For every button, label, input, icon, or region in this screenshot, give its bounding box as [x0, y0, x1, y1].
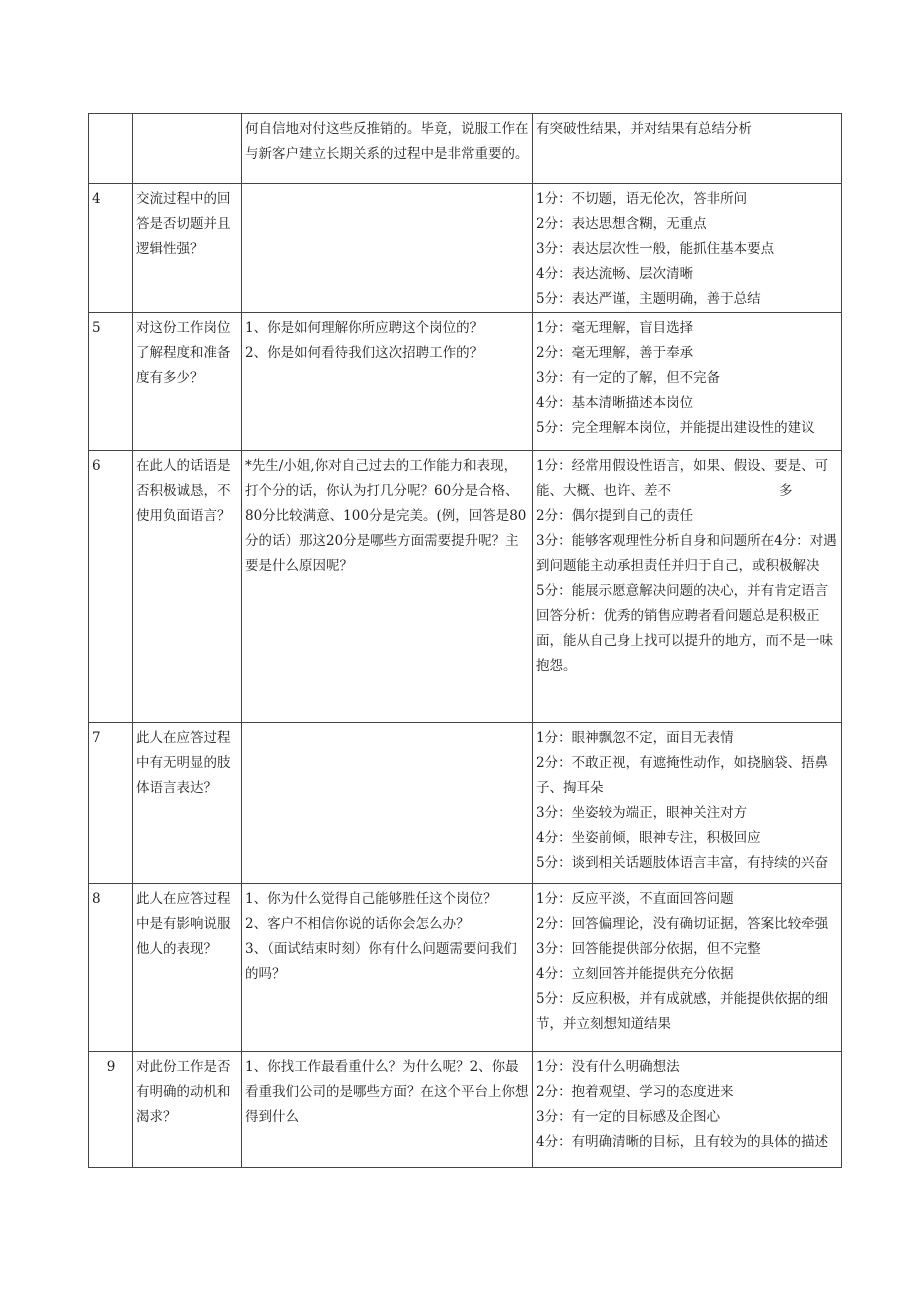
scoring-line: 5分：表达严谨，主题明确，善于总结 — [536, 291, 761, 307]
question-line: 1、你找工作最看重什么？为什么呢？2、你最看重我们公司的是哪些方面？在这个平台上你想得到什么 — [245, 1059, 529, 1125]
scoring-line: 5分：反应积极，并有成就感，并能提供依据的细节，并立刻想知道结果 — [536, 991, 829, 1032]
table-row — [89, 451, 842, 723]
question-line: 2、客户不相信你说的话你会怎么办？ — [245, 916, 470, 932]
scoring-line: 4分：坐姿前倾，眼神专注，积极回应 — [536, 830, 761, 846]
scoring-line: 5分：谈到相关话题肢体语言丰富，有持续的兴奋 — [536, 855, 829, 871]
dimension-cell: 交流过程中的回答是否切题并且逻辑性强？ — [133, 184, 242, 313]
question-cell — [242, 313, 533, 451]
scoring-line: 回答分析：优秀的销售应聘者看问题总是积极正面，能从自己身上找可以提升的地方，而不是一味抱怨。 — [536, 608, 833, 674]
question-cell — [242, 1052, 533, 1168]
scoring-line: 1分：没有什么明确想法 — [536, 1059, 680, 1075]
scoring-line: 3分：能够客观理性分析自身和问题所在4分：对遇到问题能主动承担责任并归于自己，或积极解决 — [536, 533, 837, 574]
scoring-line: 1分：经常用假设性语言，如果、假设、要是、可能、大概、也许、差不 多 — [536, 458, 829, 499]
scoring-cell — [533, 184, 842, 313]
scoring-line: 3分：有一定的了解，但不完备 — [536, 370, 721, 386]
scoring-cell — [533, 451, 842, 723]
question-cell — [242, 723, 533, 884]
table-row — [89, 313, 842, 451]
dimension-cell: 对此份工作是否有明确的动机和渴求？ — [133, 1052, 242, 1168]
scoring-line: 2分：不敢正视，有遮掩性动作，如挠脑袋、捂鼻子、掏耳朵 — [536, 755, 829, 796]
question-line: 1、你为什么觉得自己能够胜任这个岗位？ — [245, 891, 497, 907]
scoring-line: 4分：立刻回答并能提供充分依据 — [536, 966, 734, 982]
table-row — [89, 723, 842, 884]
scoring-line: 1分：毫无理解，盲目选择 — [536, 320, 694, 336]
dimension-cell: 在此人的话语是否积极诚恳，不使用负面语言？ — [133, 451, 242, 723]
number-cell: 9 — [89, 1052, 133, 1168]
number-cell — [89, 114, 133, 184]
scoring-cell — [533, 884, 842, 1052]
question-cell — [242, 184, 533, 313]
number-cell: 7 — [89, 723, 133, 884]
scoring-line: 3分：坐姿较为端正，眼神关注对方 — [536, 805, 748, 821]
scoring-line: 5分：能展示愿意解决问题的决心，并有肯定语言 — [536, 583, 829, 599]
question-cell — [242, 451, 533, 723]
scoring-line: 2分：抱着观望、学习的态度进来 — [536, 1084, 734, 1100]
question-line: 2、你是如何看待我们这次招聘工作的？ — [245, 345, 484, 361]
dimension-cell — [133, 114, 242, 184]
dimension-cell: 此人在应答过程中有无明显的肢体语言表达？ — [133, 723, 242, 884]
question-cell: 何自信地对付这些反推销的。毕竟，说服工作在与新客户建立长期关系的过程中是非常重要的。 — [242, 114, 533, 184]
scoring-line: 4分：表达流畅、层次清晰 — [536, 266, 694, 282]
scoring-cell — [533, 313, 842, 451]
question-line: 1、你是如何理解你所应聘这个岗位的？ — [245, 320, 484, 336]
scoring-line: 5分：完全理解本岗位，并能提出建设性的建议 — [536, 420, 815, 436]
number-cell: 4 — [89, 184, 133, 313]
scoring-line: 3分：回答能提供部分依据，但不完整 — [536, 941, 761, 957]
dimension-cell: 此人在应答过程中是有影响说服他人的表现？ — [133, 884, 242, 1052]
table-row — [89, 1052, 842, 1168]
number-cell: 5 — [89, 313, 133, 451]
scoring-cell — [533, 723, 842, 884]
scoring-line: 2分：回答偏理论，没有确切证据，答案比较牵强 — [536, 916, 829, 932]
table-row — [89, 114, 842, 184]
scoring-cell: 有突破性结果，并对结果有总结分析 — [533, 114, 842, 184]
number-cell: 8 — [89, 884, 133, 1052]
question-line: *先生/小姐,你对自己过去的工作能力和表现，打个分的话，你认为打几分呢？60分是合格、80分比较满意、100分是完美。(例，回答是80分的话）那这20分是哪些方面需要提升呢？主要是什么原因呢？ — [245, 458, 527, 574]
scoring-line: 4分：基本清晰描述本岗位 — [536, 395, 694, 411]
interview-evaluation-table — [88, 113, 842, 1168]
scoring-line: 4分：有明确清晰的目标，且有较为的具体的描述 — [536, 1134, 829, 1150]
scoring-line: 1分：不切题，语无伦次，答非所问 — [536, 191, 748, 207]
table-row — [89, 184, 842, 313]
scoring-line: 1分：眼神飘忽不定，面目无表情 — [536, 730, 734, 746]
scoring-line: 3分：有一定的目标感及企图心 — [536, 1109, 721, 1125]
scoring-cell — [533, 1052, 842, 1168]
table-row — [89, 884, 842, 1052]
scoring-line: 3分：表达层次性一般，能抓住基本要点 — [536, 241, 775, 257]
question-cell — [242, 884, 533, 1052]
scoring-line: 2分：偶尔提到自己的责任 — [536, 508, 694, 524]
number-cell: 6 — [89, 451, 133, 723]
scoring-line: 2分：毫无理解，善于奉承 — [536, 345, 694, 361]
scoring-line: 1分：反应平淡，不直面回答问题 — [536, 891, 734, 907]
dimension-cell: 对这份工作岗位了解程度和准备度有多少？ — [133, 313, 242, 451]
scoring-line: 2分：表达思想含糊，无重点 — [536, 216, 707, 232]
question-line: 3、（面试结束时刻）你有什么问题需要问我们的吗？ — [245, 941, 517, 982]
